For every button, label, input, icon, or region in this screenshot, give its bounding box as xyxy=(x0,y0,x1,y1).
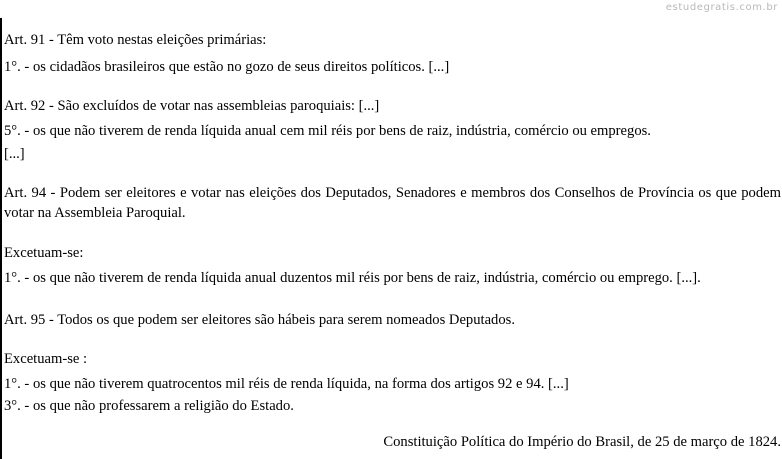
art95-item-1: 1°. - os que não tiverem quatrocentos mil réis de renda líquida, na forma dos artigos 92 e 94. [...] xyxy=(4,376,569,392)
site-watermark: estudegratis.com.br xyxy=(665,2,778,13)
art95-exceptions-label: Excetuam-se : xyxy=(4,351,88,367)
left-border-rule xyxy=(0,18,2,459)
art94-exceptions-label: Excetuam-se: xyxy=(4,245,84,261)
art92-item-5: 5°. - os que não tiverem de renda líquida anual cem mil réis por bens de raiz, indústria, comércio ou empregos. xyxy=(4,123,651,139)
art94-paragraph: Art. 94 - Podem ser eleitores e votar nas eleições dos Deputados, Senadores e membros dos Conselhos de Província os que podem votar na Assembleia Paroquial. xyxy=(4,185,781,221)
art95-item-3: 3°. - os que não professarem a religião do Estado. xyxy=(4,398,294,414)
art91-heading: Art. 91 - Têm voto nestas eleições primárias: xyxy=(4,32,267,48)
art91-item-1: 1°. - os cidadãos brasileiros que estão no gozo de seus direitos políticos. [...] xyxy=(4,59,450,75)
art92-ellipsis: [...] xyxy=(4,146,25,162)
art92-heading: Art. 92 - São excluídos de votar nas assembleias paroquiais: [...] xyxy=(4,98,380,114)
art94-item-1: 1°. - os que não tiverem de renda líquida anual duzentos mil réis por bens de raiz, indústria, comércio ou emprego. [...]. xyxy=(4,270,701,286)
source-citation: Constituição Política do Império do Brasil, de 25 de março de 1824. xyxy=(383,434,781,450)
art95-heading: Art. 95 - Todos os que podem ser eleitores são hábeis para serem nomeados Deputados. xyxy=(4,312,515,328)
